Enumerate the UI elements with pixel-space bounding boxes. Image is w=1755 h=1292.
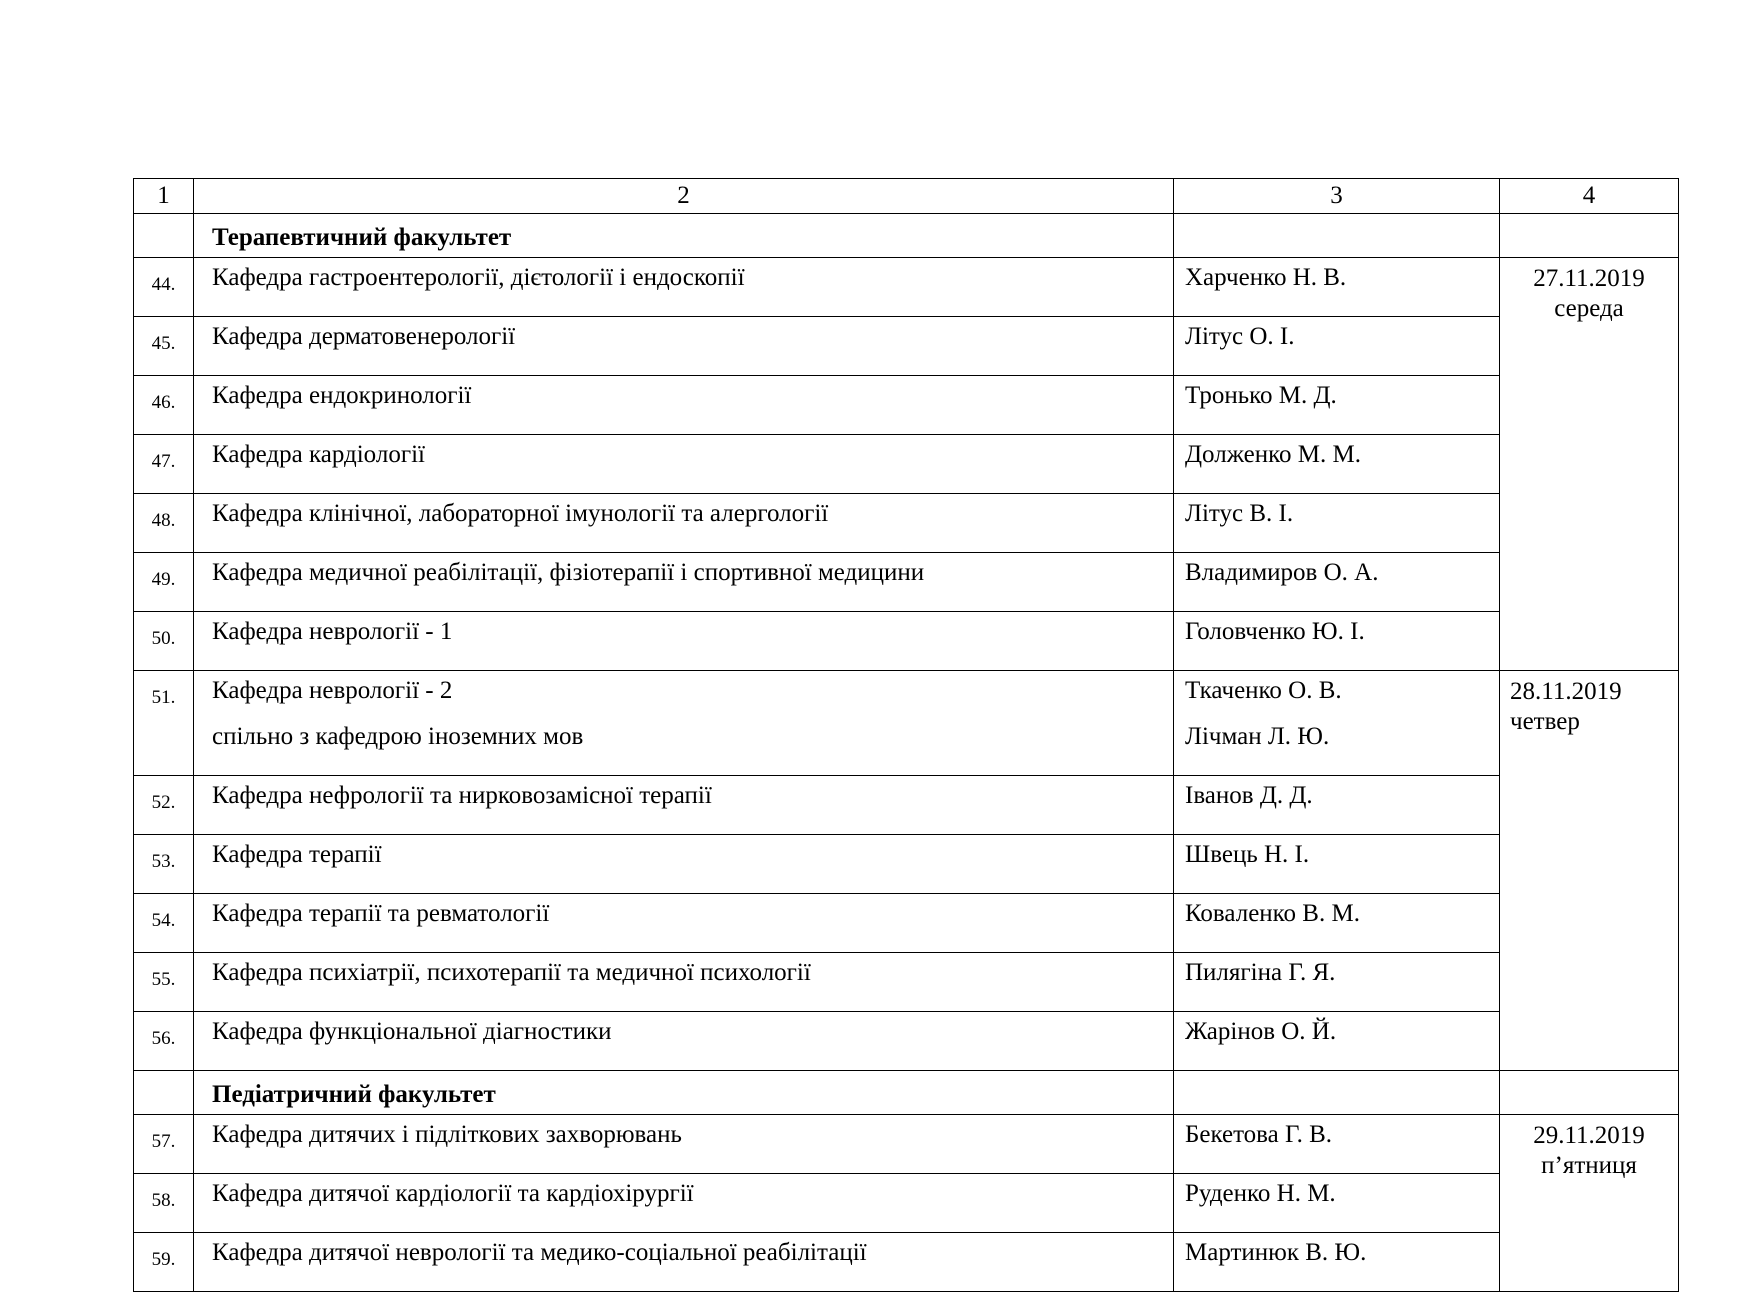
faculty-title: Педіатричний факультет (194, 1071, 1174, 1115)
department-name: Кафедра клінічної, лабораторної імунології та алергології (194, 494, 1174, 553)
row-number: 54. (134, 894, 194, 953)
date-value: 29.11.2019 (1533, 1122, 1645, 1149)
department-name: Кафедра гастроентерології, дієтології і ендоскопії (194, 258, 1174, 317)
table-row (134, 835, 1679, 894)
department-head: Руденко Н. М. (1174, 1174, 1500, 1233)
row-number: 50. (134, 612, 194, 671)
department-head: Бекетова Г. В. (1174, 1115, 1500, 1174)
row-number: 53. (134, 835, 194, 894)
table-row (134, 671, 1679, 776)
table-row (134, 1174, 1679, 1233)
department-head: Коваленко В. М. (1174, 894, 1500, 953)
table-row (134, 494, 1679, 553)
department-head: Жарінов О. Й. (1174, 1012, 1500, 1071)
table-row (134, 776, 1679, 835)
department-name: Кафедра терапії та ревматології (194, 894, 1174, 953)
department-head: Головченко Ю. І. (1174, 612, 1500, 671)
table-row (134, 258, 1679, 317)
session-date (1500, 258, 1679, 671)
table-row (134, 1233, 1679, 1292)
column-number: 3 (1174, 179, 1500, 214)
weekday: четвер (1510, 708, 1580, 735)
column-number: 2 (194, 179, 1174, 214)
table-row (134, 317, 1679, 376)
row-number: 51. (134, 671, 194, 776)
department-head (1174, 671, 1500, 776)
row-number: 55. (134, 953, 194, 1012)
department-name: Кафедра дитячої неврології та медико-соціальної реабілітації (194, 1233, 1174, 1292)
department-head: Харченко Н. В. (1174, 258, 1500, 317)
table-row (134, 376, 1679, 435)
faculty-row (134, 214, 1679, 258)
table-row (134, 553, 1679, 612)
date-value: 28.11.2019 (1510, 678, 1622, 705)
department-head: Мартинюк В. Ю. (1174, 1233, 1500, 1292)
department-name-line: Кафедра неврології - 2 (212, 677, 453, 704)
column-number: 1 (134, 179, 194, 214)
date-value: 27.11.2019 (1533, 265, 1645, 292)
department-head: Тронько М. Д. (1174, 376, 1500, 435)
row-number: 47. (134, 435, 194, 494)
department-name: Кафедра кардіології (194, 435, 1174, 494)
table-row (134, 1012, 1679, 1071)
table-row (134, 612, 1679, 671)
weekday: п’ятниця (1541, 1152, 1637, 1179)
department-name: Кафедра медичної реабілітації, фізіотерапії і спортивної медицини (194, 553, 1174, 612)
table-row (134, 894, 1679, 953)
department-name: Кафедра ендокринології (194, 376, 1174, 435)
department-head-line: Ткаченко О. В. (1185, 677, 1342, 704)
department-head-line: Лічман Л. Ю. (1185, 723, 1330, 750)
department-head: Літус В. І. (1174, 494, 1500, 553)
row-number: 48. (134, 494, 194, 553)
row-number: 46. (134, 376, 194, 435)
department-name: Кафедра дерматовенерології (194, 317, 1174, 376)
faculty-title: Терапевтичний факультет (194, 214, 1174, 258)
department-name: Кафедра нефрології та нирковозамісної терапії (194, 776, 1174, 835)
column-number: 4 (1500, 179, 1679, 214)
row-number: 52. (134, 776, 194, 835)
department-head: Іванов Д. Д. (1174, 776, 1500, 835)
department-name (194, 671, 1174, 776)
department-name: Кафедра функціональної діагностики (194, 1012, 1174, 1071)
table-row (134, 953, 1679, 1012)
row-number: 44. (134, 258, 194, 317)
department-head: Владимиров О. А. (1174, 553, 1500, 612)
department-head: Долженко М. М. (1174, 435, 1500, 494)
department-name: Кафедра терапії (194, 835, 1174, 894)
department-name: Кафедра дитячої кардіології та кардіохірургії (194, 1174, 1174, 1233)
department-name: Кафедра неврології - 1 (194, 612, 1174, 671)
row-number: 45. (134, 317, 194, 376)
row-number: 49. (134, 553, 194, 612)
department-head: Літус О. І. (1174, 317, 1500, 376)
schedule-table (133, 178, 1679, 1292)
row-number: 59. (134, 1233, 194, 1292)
table-row (134, 435, 1679, 494)
session-date (1500, 1115, 1679, 1292)
column-number-row (134, 179, 1679, 214)
table-row (134, 1115, 1679, 1174)
department-head: Пилягіна Г. Я. (1174, 953, 1500, 1012)
department-head: Швець Н. І. (1174, 835, 1500, 894)
row-number: 58. (134, 1174, 194, 1233)
department-note: спільно з кафедрою іноземних мов (212, 723, 584, 750)
faculty-row (134, 1071, 1679, 1115)
department-name: Кафедра дитячих і підліткових захворювань (194, 1115, 1174, 1174)
session-date (1500, 671, 1679, 1071)
department-name: Кафедра психіатрії, психотерапії та медичної психології (194, 953, 1174, 1012)
weekday: середа (1554, 295, 1624, 322)
row-number: 56. (134, 1012, 194, 1071)
row-number: 57. (134, 1115, 194, 1174)
